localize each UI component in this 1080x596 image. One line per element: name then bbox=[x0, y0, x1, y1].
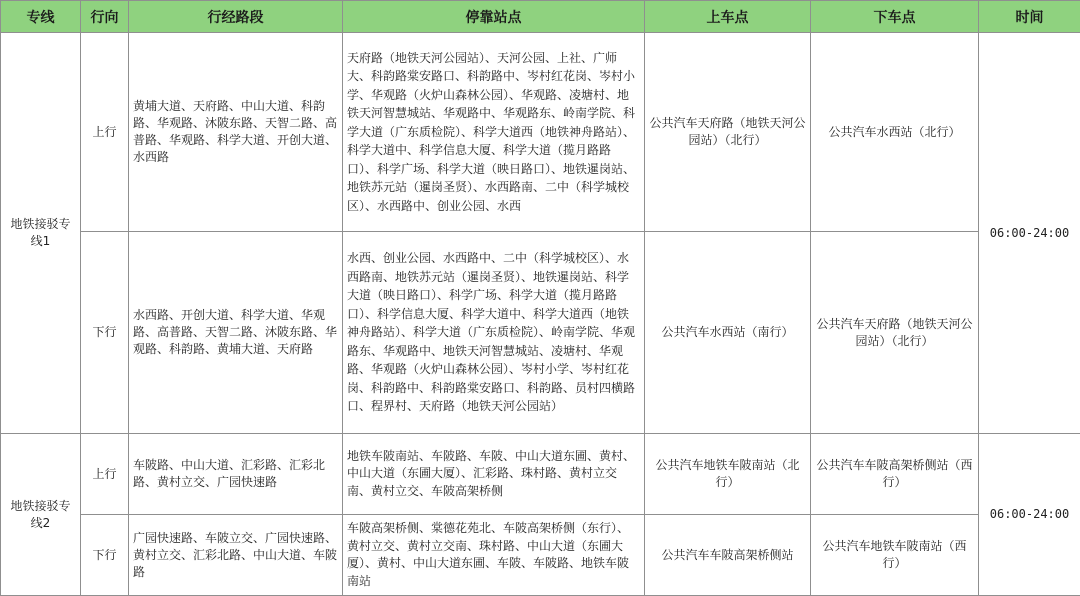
route-cell: 广园快速路、车陂立交、广园快速路、黄村立交、汇彩北路、中山大道、车陂路 bbox=[129, 515, 343, 596]
time-cell: 06:00-24:00 bbox=[979, 434, 1080, 596]
alighting-cell: 公共汽车水西站（北行） bbox=[811, 33, 979, 232]
stops-cell: 地铁车陂南站、车陂路、车陂、中山大道东圃、黄村、中山大道（东圃大厦）、汇彩路、珠村路、黄村立交南、黄村立交、车陂高架桥侧 bbox=[343, 434, 645, 515]
header-line: 专线 bbox=[1, 1, 81, 33]
time-cell: 06:00-24:00 bbox=[979, 33, 1080, 434]
header-row bbox=[1, 1, 1080, 33]
stops-cell: 水西、创业公园、水西路中、二中（科学城校区）、水西路南、地铁苏元站（暹岗圣贤）、地铁暹岗站、科学大道（映日路口）、科学广场、科学大道（揽月路路口）、科学信息大厦、科学大道中、科学大道西（地铁神舟路站）、科学大道（广东质检院）、岭南学院、华观路东、华观路中、地铁天河智慧城站、凌塘村、华观路、华观路（火炉山森林公园）、岑村小学、岑村红花岗、科韵路中、科韵路棠安路口、科韵路、员村四横路口、程界村、天府路（地铁天河公园站） bbox=[343, 232, 645, 434]
table-row bbox=[1, 515, 1080, 596]
direction-cell: 上行 bbox=[81, 434, 129, 515]
table-row bbox=[1, 33, 1080, 232]
boarding-cell: 公共汽车地铁车陂南站（北行） bbox=[645, 434, 811, 515]
line-name: 地铁接驳专线1 bbox=[1, 33, 81, 434]
header-time: 时间 bbox=[979, 1, 1080, 33]
boarding-cell: 公共汽车车陂高架桥侧站 bbox=[645, 515, 811, 596]
header-stops: 停靠站点 bbox=[343, 1, 645, 33]
direction-cell: 下行 bbox=[81, 232, 129, 434]
route-cell: 黄埔大道、天府路、中山大道、科韵路、华观路、沐陂东路、天智二路、高普路、华观路、科学大道、开创大道、水西路 bbox=[129, 33, 343, 232]
table-row bbox=[1, 434, 1080, 515]
header-boarding: 上车点 bbox=[645, 1, 811, 33]
direction-cell: 上行 bbox=[81, 33, 129, 232]
line-name: 地铁接驳专线2 bbox=[1, 434, 81, 596]
alighting-cell: 公共汽车地铁车陂南站（西行） bbox=[811, 515, 979, 596]
boarding-cell: 公共汽车天府路（地铁天河公园站）（北行） bbox=[645, 33, 811, 232]
alighting-cell: 公共汽车天府路（地铁天河公园站）（北行） bbox=[811, 232, 979, 434]
header-alighting: 下车点 bbox=[811, 1, 979, 33]
header-direction: 行向 bbox=[81, 1, 129, 33]
direction-cell: 下行 bbox=[81, 515, 129, 596]
stops-cell: 车陂高架桥侧、棠德花苑北、车陂高架桥侧（东行）、黄村立交、黄村立交南、珠村路、中山大道（东圃大厦）、黄村、中山大道东圃、车陂、车陂路、地铁车陂南站 bbox=[343, 515, 645, 596]
route-cell: 车陂路、中山大道、汇彩路、汇彩北路、黄村立交、广园快速路 bbox=[129, 434, 343, 515]
table-row bbox=[1, 232, 1080, 434]
stops-cell: 天府路（地铁天河公园站）、天河公园、上社、广师大、科韵路棠安路口、科韵路中、岑村红花岗、岑村小学、华观路（火炉山森林公园）、华观路、凌塘村、地铁天河智慧城站、华观路中、华观路东、岭南学院、科学大道（广东质检院）、科学大道西（地铁神舟路站）、科学大道中、科学信息大厦、科学大道（揽月路路口）、科学广场、科学大道（映日路口）、地铁暹岗站、地铁苏元站（暹岗圣贤）、水西路南、二中（科学城校区）、水西路中、创业公园、水西 bbox=[343, 33, 645, 232]
route-cell: 水西路、开创大道、科学大道、华观路、高普路、天智二路、沐陂东路、华观路、科韵路、黄埔大道、天府路 bbox=[129, 232, 343, 434]
header-route: 行经路段 bbox=[129, 1, 343, 33]
boarding-cell: 公共汽车水西站（南行） bbox=[645, 232, 811, 434]
alighting-cell: 公共汽车车陂高架桥侧站（西行） bbox=[811, 434, 979, 515]
